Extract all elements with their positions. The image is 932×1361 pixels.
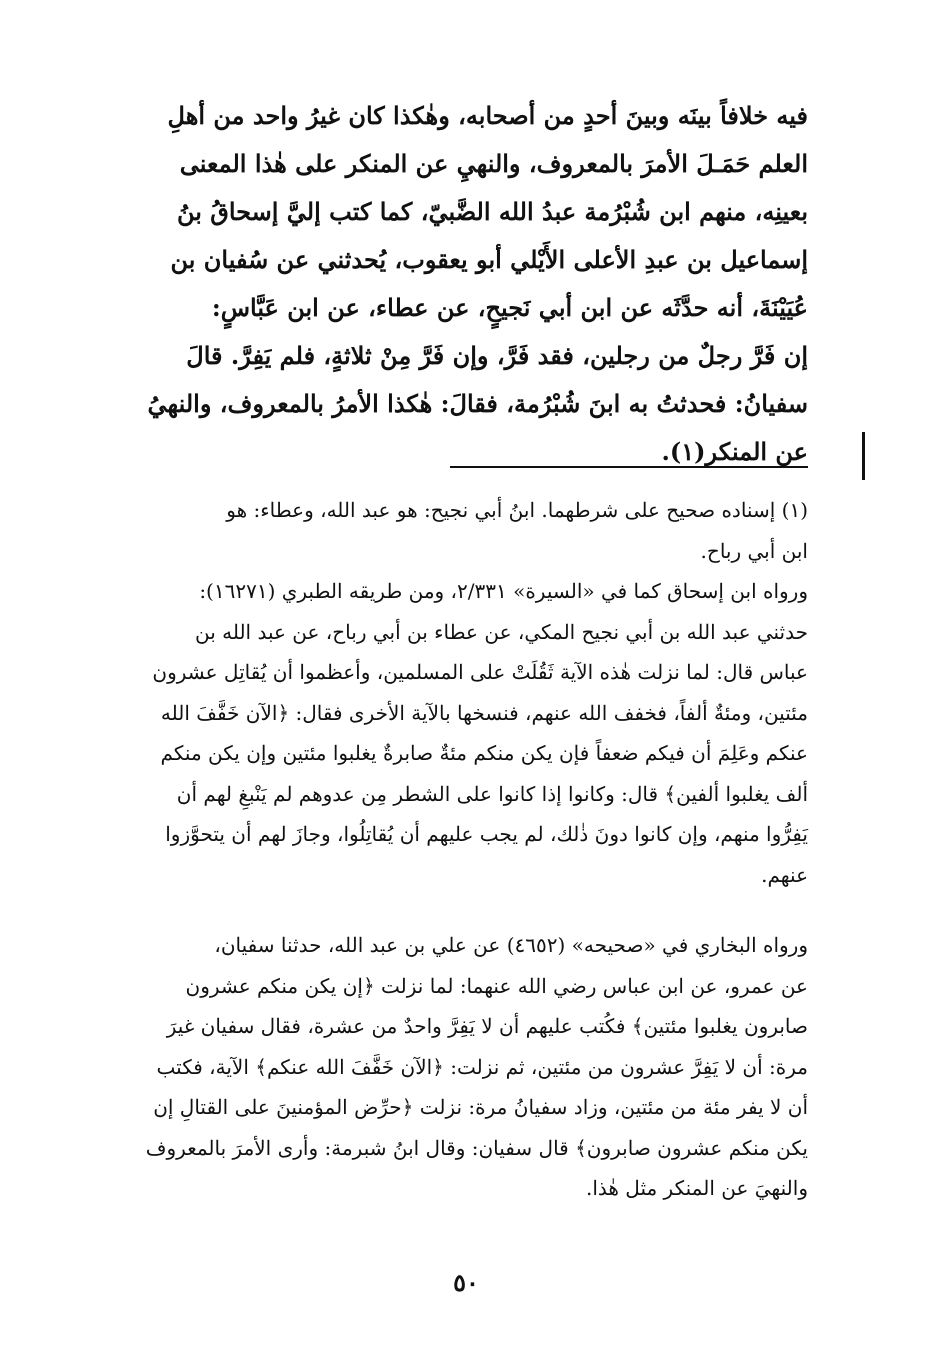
main-line: سفيانُ: فحدثتُ به ابنَ شُبْرُمة، فقالَ: هٰكذا الأمرُ بالمعروف، والنهيُ	[147, 389, 808, 418]
page-number: ٥٠	[453, 1268, 479, 1297]
footnote-line: ابن أبي رباح.	[700, 538, 808, 563]
footnote-line: (١) إسناده صحيح على شرطهما. ابنُ أبي نجيح: هو عبد الله، وعطاء: هو	[226, 498, 808, 522]
footnote-line: عنهم.	[761, 862, 808, 887]
footnote-separator	[450, 466, 808, 468]
footnote-line: والنهيَ عن المنكر مثل هٰذا.	[585, 1176, 808, 1200]
footnote-line: صابرون يغلبوا مئتين﴾ فكُتب عليهم أن لا يَفِرَّ واحدٌ من عشرة، فقال سفيان غيرَ	[166, 1014, 808, 1038]
main-line: العلم حَمَـلَ الأمرَ بالمعروف، والنهيِ عن المنكر على هٰذا المعنى	[179, 149, 808, 178]
main-line: بعينِه، منهم ابن شُبْرُمة عبدُ الله الضَّبيّ، كما كتب إليَّ إسحاقُ بنُ	[176, 197, 808, 226]
footnote-line: ألف يغلبوا ألفين﴾ قال: وكانوا إذا كانوا على الشطر مِن عدوهم لم يَنْبغِ لهم أن	[176, 781, 808, 806]
main-line: عُيَيْنَةَ، أنه حدَّثَه عن ابن أبي نَجيحٍ، عن عطاء، عن ابن عَبَّاسٍ:	[211, 293, 808, 322]
footnote-line: يكن منكم عشرون صابرون﴾ قال سفيان: وقال ابنُ شبرمة: وأرى الأمرَ بالمعروف	[145, 1135, 808, 1160]
main-line: إسماعيل بن عبدِ الأعلى الأَيْلي أبو يعقوب، يُحدثني عن سُفيان بن	[170, 245, 808, 274]
margin-mark	[862, 432, 865, 480]
footnote-line: مرة: أن لا يَفِرَّ عشرون من مئتين، ثم نزلت: ﴿الآن خَفَّفَ الله عنكم﴾ الآية، فكتب	[156, 1054, 808, 1079]
footnote-line: ورواه البخاري في «صحيحه» (٤٦٥٢) عن علي بن عبد الله، حدثنا سفيان،	[214, 933, 808, 957]
main-line: فيه خلافاً بينَه وبينَ أحدٍ من أصحابه، وهٰكذا كان غيرُ واحد من أهلِ	[167, 101, 808, 130]
footnote-line: مئتين، ومئةٌ ألفاً، فخفف الله عنهم، فنسخها بالآية الأخرى فقال: ﴿الآن خَفَّفَ الله	[160, 700, 808, 725]
footnote-line: ورواه ابن إسحاق كما في «السيرة» ٢/٣٣١، ومن طريقه الطبري (١٦٢٧١):	[199, 579, 808, 603]
footnote-line: عنكم وعَلِمَ أن فيكم ضعفاً فإن يكن منكم مئةٌ صابرةٌ يغلبوا مئتين وإن يكن منكم	[160, 741, 808, 765]
footnote-line: حدثني عبد الله بن أبي نجيح المكي، عن عطاء بن أبي رباح، عن عبد الله بن	[194, 619, 808, 644]
footnote-line: عباس قال: لما نزلت هٰذه الآية ثَقُلَتْ على المسلمين، وأعظموا أن يُقاتِل عشرون	[152, 660, 808, 684]
footnote-line: أن لا يفر مئة من مئتين، وزاد سفيانُ مرة: نزلت ﴿حرِّض المؤمنينَ على القتالِ إن	[153, 1095, 808, 1119]
footnotes	[100, 490, 808, 1209]
main-text	[100, 92, 808, 476]
main-line: عن المنكر(١).	[661, 437, 808, 466]
footnote-line: يَفِرُّوا منهم، وإن كانوا دونَ ذٰلك، لم يجب عليهم أن يُقاتِلُوا، وجازَ لهم أن يتحوَّزوا	[165, 822, 808, 846]
main-line: إن فَرَّ رجلٌ من رجلين، فقد فَرَّ، وإن فَرَّ مِنْ ثلاثةٍ، فلم يَفِرَّ. قالَ	[186, 341, 808, 370]
footnote-line: عن عمرو، عن ابن عباس رضي الله عنهما: لما نزلت ﴿إن يكن منكم عشرون	[185, 973, 808, 998]
